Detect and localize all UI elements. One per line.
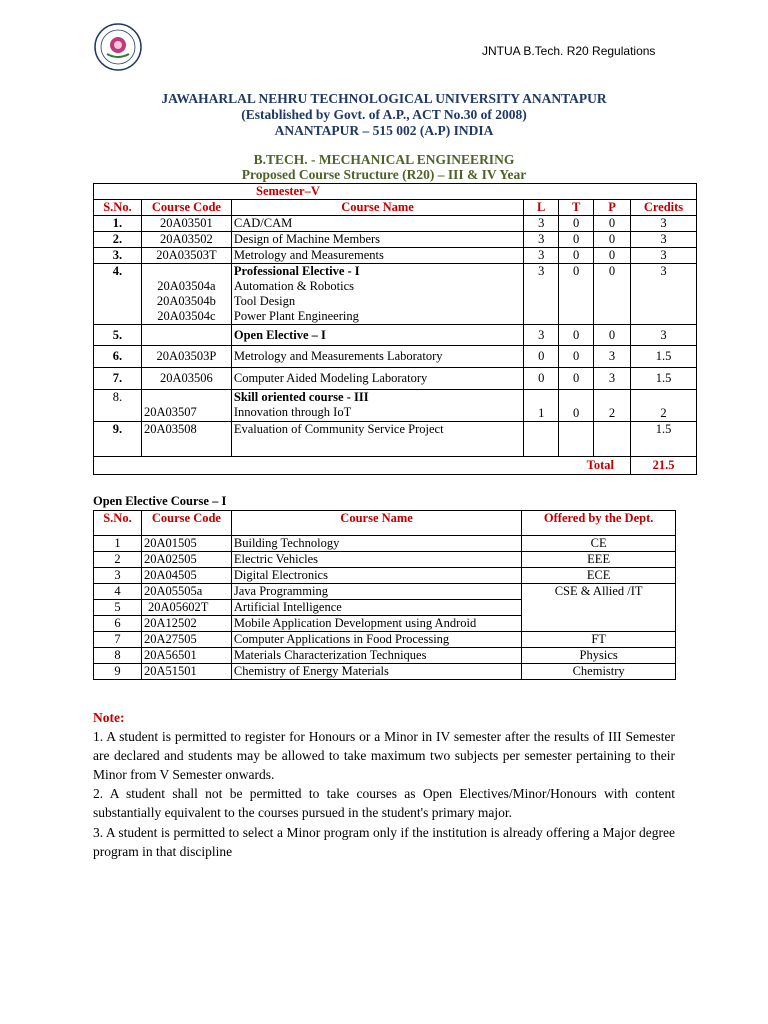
row-code: 20A03506 bbox=[141, 368, 231, 390]
row-p: 0 bbox=[594, 248, 631, 264]
established-line: (Established by Govt. of A.P., ACT No.30 of 2008) bbox=[241, 107, 527, 122]
row-dept: ECE bbox=[522, 568, 676, 584]
row-code: 20A04505 bbox=[141, 568, 231, 584]
running-head: JNTUA B.Tech. R20 Regulations bbox=[482, 44, 656, 58]
elective-name: Automation & Robotics bbox=[233, 279, 355, 293]
table-row bbox=[94, 632, 676, 648]
col-header-code: Course Code bbox=[141, 200, 231, 216]
col-header-name: Course Name bbox=[231, 511, 521, 536]
row-credits: 1.5 bbox=[631, 368, 697, 390]
row-dept: Chemistry bbox=[522, 664, 676, 680]
row-credits: 3 bbox=[631, 216, 697, 232]
row-name: Evaluation of Community Service Project bbox=[231, 422, 523, 457]
table-row bbox=[94, 568, 676, 584]
row-credits: 3 bbox=[631, 232, 697, 248]
col-header-t: T bbox=[559, 200, 594, 216]
row-dept: CE bbox=[522, 536, 676, 552]
program-title: B.TECH. - MECHANICAL ENGINEERING bbox=[253, 152, 515, 167]
row-l: 3 bbox=[524, 264, 559, 325]
elective-heading: Professional Elective - I bbox=[233, 264, 360, 278]
col-header-code: Course Code bbox=[141, 511, 231, 536]
row-sno: 5. bbox=[94, 325, 142, 346]
total-row bbox=[94, 457, 697, 475]
row-dept: CSE & Allied /IT bbox=[522, 584, 676, 632]
structure-title: Proposed Course Structure (R20) – III & IV Year bbox=[241, 167, 527, 182]
row-code-list bbox=[141, 264, 231, 325]
table-row bbox=[94, 584, 676, 600]
row-name: Innovation through IoT bbox=[233, 405, 352, 419]
row-sno: 7. bbox=[94, 368, 142, 390]
row-sno: 9 bbox=[94, 664, 142, 680]
row-name: Metrology and Measurements Laboratory bbox=[231, 346, 523, 368]
table-row bbox=[94, 536, 676, 552]
row-sno: 4 bbox=[94, 584, 142, 600]
row-sno: 2. bbox=[94, 232, 142, 248]
row-code: 20A05602T bbox=[141, 600, 231, 616]
row-p: 0 bbox=[594, 216, 631, 232]
row-sno: 6. bbox=[94, 346, 142, 368]
row-sno: 7 bbox=[94, 632, 142, 648]
row-name: CAD/CAM bbox=[231, 216, 523, 232]
elective-code: 20A03504b bbox=[156, 294, 216, 308]
table-row-skill bbox=[94, 390, 697, 422]
row-credits: 1.5 bbox=[631, 346, 697, 368]
row-t: 0 bbox=[559, 325, 594, 346]
row-sno: 8 bbox=[94, 648, 142, 664]
row-t: 0 bbox=[559, 232, 594, 248]
note-item: 2. A student shall not be permitted to take courses as Open Electives/Minor/Honours with content substantially equivalent to the courses pursued in the student's primary major. bbox=[93, 786, 675, 820]
table-row bbox=[94, 368, 697, 390]
table-row bbox=[94, 325, 697, 346]
table-header-row bbox=[94, 200, 697, 216]
row-l: 3 bbox=[524, 248, 559, 264]
row-code: 20A03502 bbox=[141, 232, 231, 248]
row-code: 20A51501 bbox=[141, 664, 231, 680]
row-name: Digital Electronics bbox=[231, 568, 521, 584]
table-row bbox=[94, 248, 697, 264]
note-heading: Note: bbox=[93, 710, 125, 725]
row-p: 0 bbox=[594, 232, 631, 248]
row-sno: 6 bbox=[94, 616, 142, 632]
row-l: 3 bbox=[524, 216, 559, 232]
row-name: Java Programming bbox=[231, 584, 521, 600]
col-header-name: Course Name bbox=[231, 200, 523, 216]
row-l: 3 bbox=[524, 325, 559, 346]
note-item: 3. A student is permitted to select a Minor program only if the institution is already offering a Major degree program in that discipline bbox=[93, 825, 675, 859]
row-code: 20A01505 bbox=[141, 536, 231, 552]
row-code: 20A03508 bbox=[141, 422, 231, 457]
row-sno: 3 bbox=[94, 568, 142, 584]
row-name: Chemistry of Energy Materials bbox=[231, 664, 521, 680]
row-name: Materials Characterization Techniques bbox=[231, 648, 521, 664]
table-row bbox=[94, 232, 697, 248]
elective-name: Tool Design bbox=[233, 294, 296, 308]
row-code: 20A02505 bbox=[141, 552, 231, 568]
row-code: 20A03507 bbox=[143, 405, 197, 419]
row-code: 20A03503P bbox=[141, 346, 231, 368]
row-dept: EEE bbox=[522, 552, 676, 568]
row-name: Mobile Application Development using Android bbox=[231, 616, 521, 632]
university-seal-icon bbox=[93, 22, 143, 72]
row-l: 0 bbox=[524, 368, 559, 390]
table-header-row bbox=[94, 511, 676, 536]
row-sno: 9. bbox=[94, 422, 142, 457]
row-code: 20A03503T bbox=[141, 248, 231, 264]
elective-code: 20A03504a bbox=[157, 279, 216, 293]
row-l: 3 bbox=[524, 232, 559, 248]
row-p: 0 bbox=[594, 264, 631, 325]
table-row bbox=[94, 422, 697, 457]
elective-code: 20A03504c bbox=[157, 309, 216, 323]
row-name: Artificial Intelligence bbox=[231, 600, 521, 616]
row-name: Design of Machine Members bbox=[231, 232, 523, 248]
row-code: 20A56501 bbox=[141, 648, 231, 664]
row-credits: 1.5 bbox=[631, 422, 697, 457]
semester-label: Semester–V bbox=[256, 184, 320, 198]
row-name: Computer Applications in Food Processing bbox=[231, 632, 521, 648]
row-code: 20A12502 bbox=[141, 616, 231, 632]
row-sno: 8. bbox=[94, 390, 142, 422]
row-p: 3 bbox=[594, 368, 631, 390]
row-credits: 2 bbox=[631, 390, 697, 422]
row-name-list bbox=[231, 264, 523, 325]
row-name: Computer Aided Modeling Laboratory bbox=[231, 368, 523, 390]
note-item: 1. A student is permitted to register for Honours or a Minor in IV semester after the results of III Semester are declared and students may be allowed to take maximum two subjects per semester pertaining to their Minor from V Semester onwards. bbox=[93, 729, 675, 782]
row-p: 2 bbox=[594, 390, 631, 422]
row-sno: 1. bbox=[94, 216, 142, 232]
table-row bbox=[94, 216, 697, 232]
semester-course-table bbox=[93, 183, 697, 475]
row-t: 0 bbox=[559, 216, 594, 232]
col-header-credits: Credits bbox=[631, 200, 697, 216]
row-credits: 3 bbox=[631, 325, 697, 346]
row-dept: Physics bbox=[522, 648, 676, 664]
open-elective-title: Open Elective Course – I bbox=[93, 494, 227, 508]
row-sno: 3. bbox=[94, 248, 142, 264]
row-code-empty bbox=[141, 325, 231, 346]
col-header-dept: Offered by the Dept. bbox=[522, 511, 676, 536]
address-line: ANANTAPUR – 515 002 (A.P) INDIA bbox=[274, 123, 494, 138]
row-credits: 3 bbox=[631, 248, 697, 264]
row-p bbox=[594, 422, 631, 457]
table-row bbox=[94, 346, 697, 368]
row-l: 1 bbox=[524, 390, 559, 422]
col-header-sno: S.No. bbox=[94, 511, 142, 536]
col-header-p: P bbox=[594, 200, 631, 216]
elective-name: Power Plant Engineering bbox=[233, 309, 359, 323]
university-name: JAWAHARLAL NEHRU TECHNOLOGICAL UNIVERSITY ANANTAPUR bbox=[161, 91, 607, 106]
row-t: 0 bbox=[559, 264, 594, 325]
semester-row bbox=[94, 184, 697, 200]
row-t: 0 bbox=[559, 390, 594, 422]
row-credits: 3 bbox=[631, 264, 697, 325]
row-p: 3 bbox=[594, 346, 631, 368]
row-p: 0 bbox=[594, 325, 631, 346]
table-row-elective-group bbox=[94, 264, 697, 325]
col-header-l: L bbox=[524, 200, 559, 216]
table-row bbox=[94, 648, 676, 664]
row-code: 20A03501 bbox=[141, 216, 231, 232]
row-name: Building Technology bbox=[231, 536, 521, 552]
row-dept: FT bbox=[522, 632, 676, 648]
row-name-wrap bbox=[231, 390, 523, 422]
row-t bbox=[559, 422, 594, 457]
row-sno: 4. bbox=[94, 264, 142, 325]
row-name: Open Elective – I bbox=[231, 325, 523, 346]
row-sno: 1 bbox=[94, 536, 142, 552]
table-row bbox=[94, 552, 676, 568]
skill-heading: Skill oriented course - III bbox=[233, 390, 369, 404]
row-name: Metrology and Measurements bbox=[231, 248, 523, 264]
row-t: 0 bbox=[559, 346, 594, 368]
total-label: Total bbox=[586, 458, 614, 472]
row-name: Electric Vehicles bbox=[231, 552, 521, 568]
total-value: 21.5 bbox=[631, 457, 697, 475]
col-header-sno: S.No. bbox=[94, 200, 142, 216]
row-code: 20A05505a bbox=[141, 584, 231, 600]
row-code: 20A27505 bbox=[141, 632, 231, 648]
table-row bbox=[94, 664, 676, 680]
row-l bbox=[524, 422, 559, 457]
open-elective-table bbox=[93, 510, 676, 680]
row-sno: 5 bbox=[94, 600, 142, 616]
row-sno: 2 bbox=[94, 552, 142, 568]
row-code-wrap bbox=[141, 390, 231, 422]
row-t: 0 bbox=[559, 248, 594, 264]
row-t: 0 bbox=[559, 368, 594, 390]
row-l: 0 bbox=[524, 346, 559, 368]
